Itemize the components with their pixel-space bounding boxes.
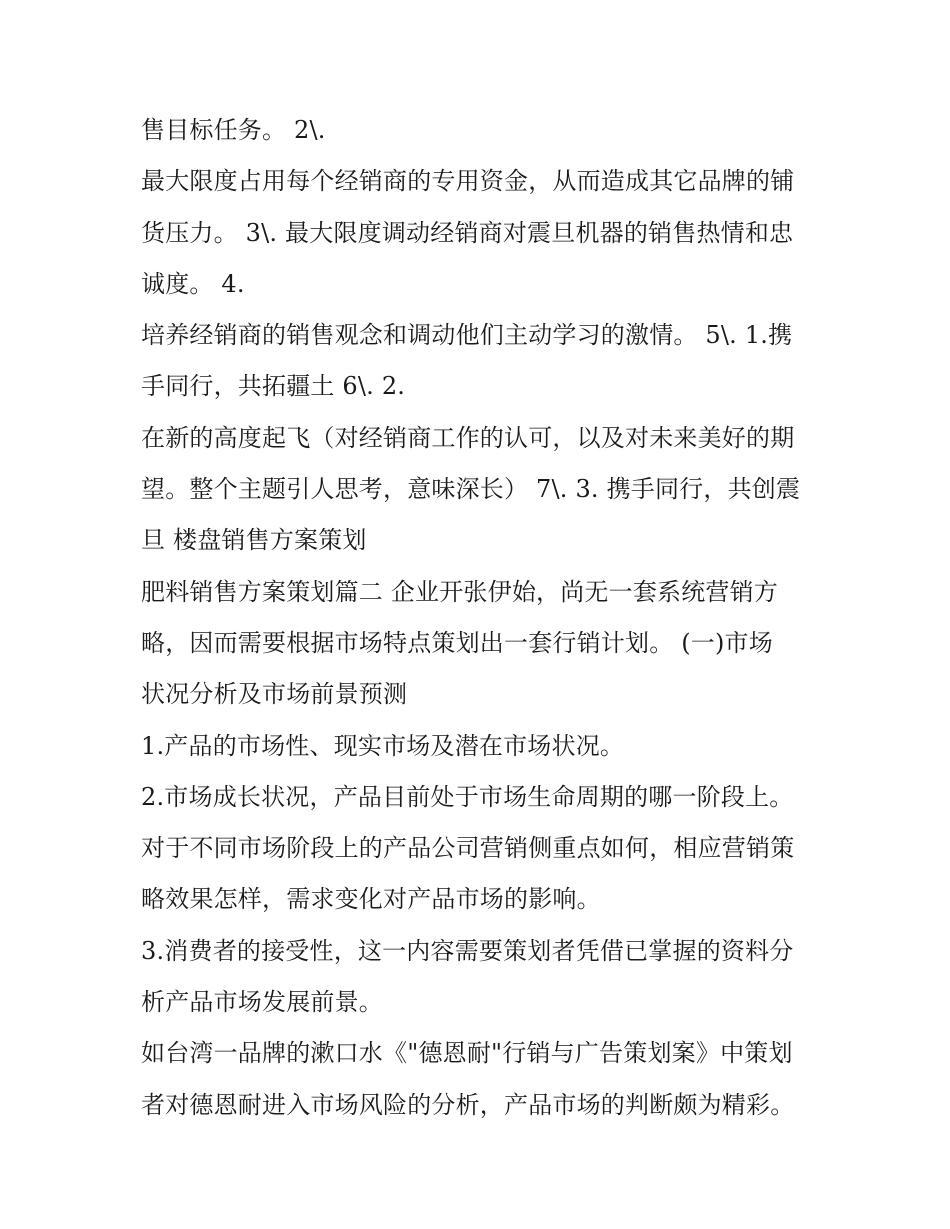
text-line: 1.产品的市场性、现实市场及潜在市场状况。 (141, 731, 625, 760)
text-line: 如台湾一品牌的漱口水《"德恩耐"行销与广告策划案》中策划 (141, 1039, 793, 1068)
text-line: 略，因而需要根据市场特点策划出一套行销计划。 (一)市场 (141, 628, 773, 657)
text-line: 手同行，共拓疆土 6\. 2. (141, 372, 406, 401)
text-line: 在新的高度起飞（对经销商工作的认可，以及对未来美好的期 (141, 423, 795, 452)
text-line: 旦 楼盘销售方案策划 (141, 526, 367, 555)
text-line: 售目标任务。 2\. (141, 116, 326, 144)
text-line: 诚度。 4. (141, 269, 245, 298)
text-line: 望。整个主题引人思考，意味深长） 7\. 3. 携手同行，共创震 (141, 475, 801, 504)
text-line: 3.消费者的接受性，这一内容需要策划者凭借已掌握的资料分 (141, 936, 794, 965)
text-line: 略效果怎样，需求变化对产品市场的影响。 (141, 885, 601, 914)
document-body (141, 105, 821, 1131)
text-line: 对于不同市场阶段上的产品公司营销侧重点如何，相应营销策 (141, 834, 795, 863)
text-line: 者对德恩耐进入市场风险的分析，产品市场的判断颇为精彩。 (141, 1090, 795, 1119)
text-line: 2.市场成长状况，产品目前处于市场生命周期的哪一阶段上。 (141, 782, 794, 811)
text-line: 最大限度占用每个经销商的专用资金，从而造成其它品牌的铺 (141, 167, 795, 196)
text-line: 货压力。 3\. 最大限度调动经销商对震旦机器的销售热情和忠 (141, 218, 794, 247)
text-line: 状况分析及市场前景预测 (141, 680, 408, 709)
text-line: 培养经销商的销售观念和调动他们主动学习的激情。 5\. 1.携 (141, 321, 793, 350)
text-line: 肥料销售方案策划篇二 企业开张伊始，尚无一套系统营销方 (141, 577, 779, 606)
text-line: 析产品市场发展前景。 (141, 988, 383, 1017)
